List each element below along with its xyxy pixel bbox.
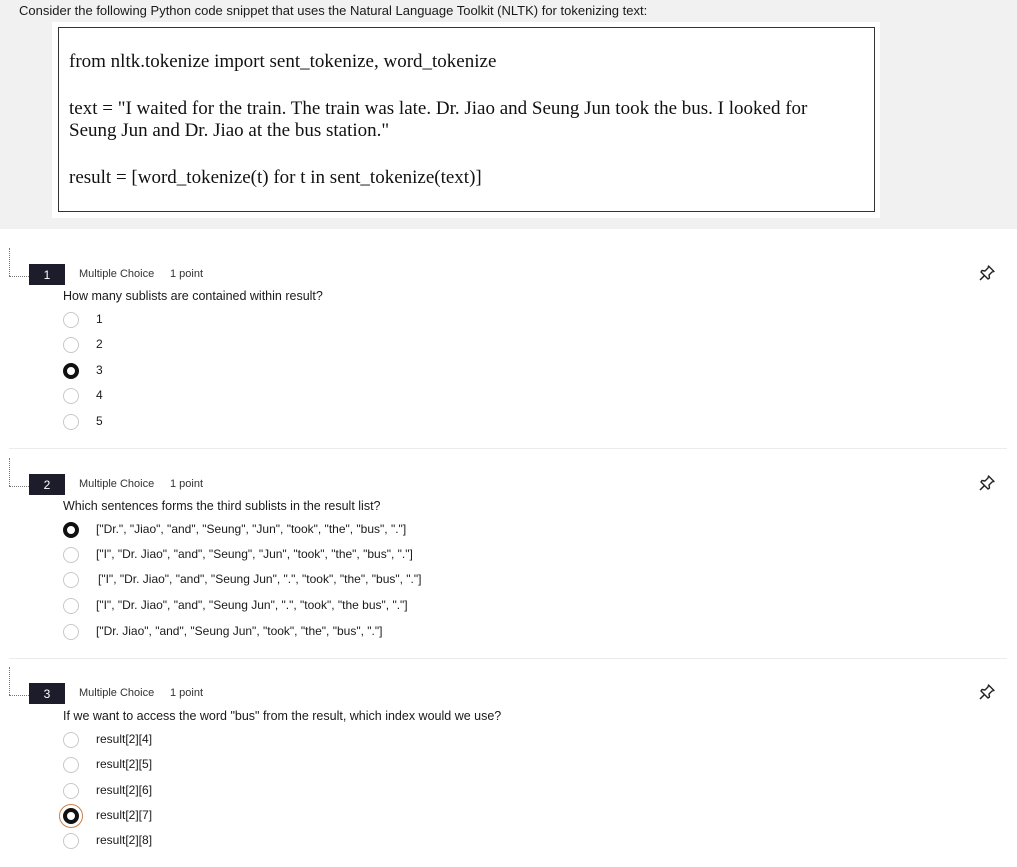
question-text: How many sublists are contained within result? bbox=[63, 289, 323, 303]
option-label: ["Dr. Jiao", "and", "Seung Jun", "took", "the", "bus", "."] bbox=[96, 624, 383, 638]
option-label: result[2][5] bbox=[96, 757, 153, 771]
question-points: 1 point bbox=[170, 478, 204, 490]
pin-icon[interactable] bbox=[978, 474, 996, 492]
radio-button-selected[interactable] bbox=[63, 363, 79, 379]
connector-line bbox=[9, 486, 29, 487]
connector-line bbox=[9, 695, 29, 696]
connector-line bbox=[9, 458, 10, 486]
radio-button-selected[interactable] bbox=[63, 808, 79, 824]
pin-icon[interactable] bbox=[978, 264, 996, 282]
connector-line bbox=[9, 276, 29, 277]
question-points: 1 point bbox=[170, 687, 204, 699]
question-text: If we want to access the word "bus" from the result, which index would we use? bbox=[63, 709, 502, 723]
question-number-badge: 2 bbox=[29, 474, 65, 495]
option-label: ["I", "Dr. Jiao", "and", "Seung", "Jun", "took", "the", "bus", "."] bbox=[96, 547, 413, 561]
code-snippet bbox=[58, 27, 875, 212]
question-2 bbox=[0, 458, 1017, 658]
question-points: 1 point bbox=[170, 268, 204, 280]
option-label: 4 bbox=[96, 388, 103, 402]
radio-button[interactable] bbox=[63, 572, 79, 588]
connector-line bbox=[9, 248, 10, 276]
radio-button-selected[interactable] bbox=[63, 522, 79, 538]
radio-button[interactable] bbox=[63, 624, 79, 640]
question-text: Which sentences forms the third sublists in the result list? bbox=[63, 499, 381, 513]
radio-button[interactable] bbox=[63, 833, 79, 849]
option-label: result[2][6] bbox=[96, 783, 153, 797]
option-label: result[2][4] bbox=[96, 732, 153, 746]
option-label: 1 bbox=[96, 312, 103, 326]
option-label: ["Dr.", "Jiao", "and", "Seung", "Jun", "took", "the", "bus", "."] bbox=[96, 522, 407, 536]
question-stem-panel bbox=[0, 0, 1017, 229]
intro-text: Consider the following Python code snippet that uses the Natural Language Toolkit (NLTK) for tokenizing text: bbox=[19, 3, 648, 18]
radio-button[interactable] bbox=[63, 783, 79, 799]
option-label: 5 bbox=[96, 414, 103, 428]
radio-button[interactable] bbox=[63, 598, 79, 614]
radio-button[interactable] bbox=[63, 312, 79, 328]
code-line-text: text = "I waited for the train. The train was late. Dr. Jiao and Seung Jun took the bus. I looked for Seung Jun and Dr. Jiao at the bus station." bbox=[69, 98, 813, 141]
question-type: Multiple Choice bbox=[79, 478, 155, 490]
question-3 bbox=[0, 667, 1017, 867]
pin-icon[interactable] bbox=[978, 683, 996, 701]
question-divider bbox=[9, 448, 1007, 449]
code-line-import: from nltk.tokenize import sent_tokenize, word_tokenize bbox=[69, 51, 497, 72]
question-number-badge: 3 bbox=[29, 683, 65, 704]
connector-line bbox=[9, 667, 10, 695]
radio-button[interactable] bbox=[63, 337, 79, 353]
question-1 bbox=[0, 248, 1017, 448]
option-label: result[2][8] bbox=[96, 833, 153, 847]
question-type: Multiple Choice bbox=[79, 268, 155, 280]
option-label: result[2][7] bbox=[96, 808, 153, 822]
question-divider bbox=[9, 658, 1007, 659]
radio-button[interactable] bbox=[63, 757, 79, 773]
radio-button[interactable] bbox=[63, 388, 79, 404]
option-label: ["I", "Dr. Jiao", "and", "Seung Jun", ".", "took", "the bus", "."] bbox=[96, 598, 408, 612]
option-label: 2 bbox=[96, 337, 103, 351]
option-label: 3 bbox=[96, 363, 103, 377]
radio-button[interactable] bbox=[63, 414, 79, 430]
code-line-result: result = [word_tokenize(t) for t in sent_tokenize(text)] bbox=[69, 167, 482, 188]
option-label: ["I", "Dr. Jiao", "and", "Seung Jun", ".", "took", "the", "bus", "."] bbox=[98, 572, 422, 586]
question-type: Multiple Choice bbox=[79, 687, 155, 699]
radio-button[interactable] bbox=[63, 547, 79, 563]
question-number-badge: 1 bbox=[29, 264, 65, 285]
radio-button[interactable] bbox=[63, 732, 79, 748]
